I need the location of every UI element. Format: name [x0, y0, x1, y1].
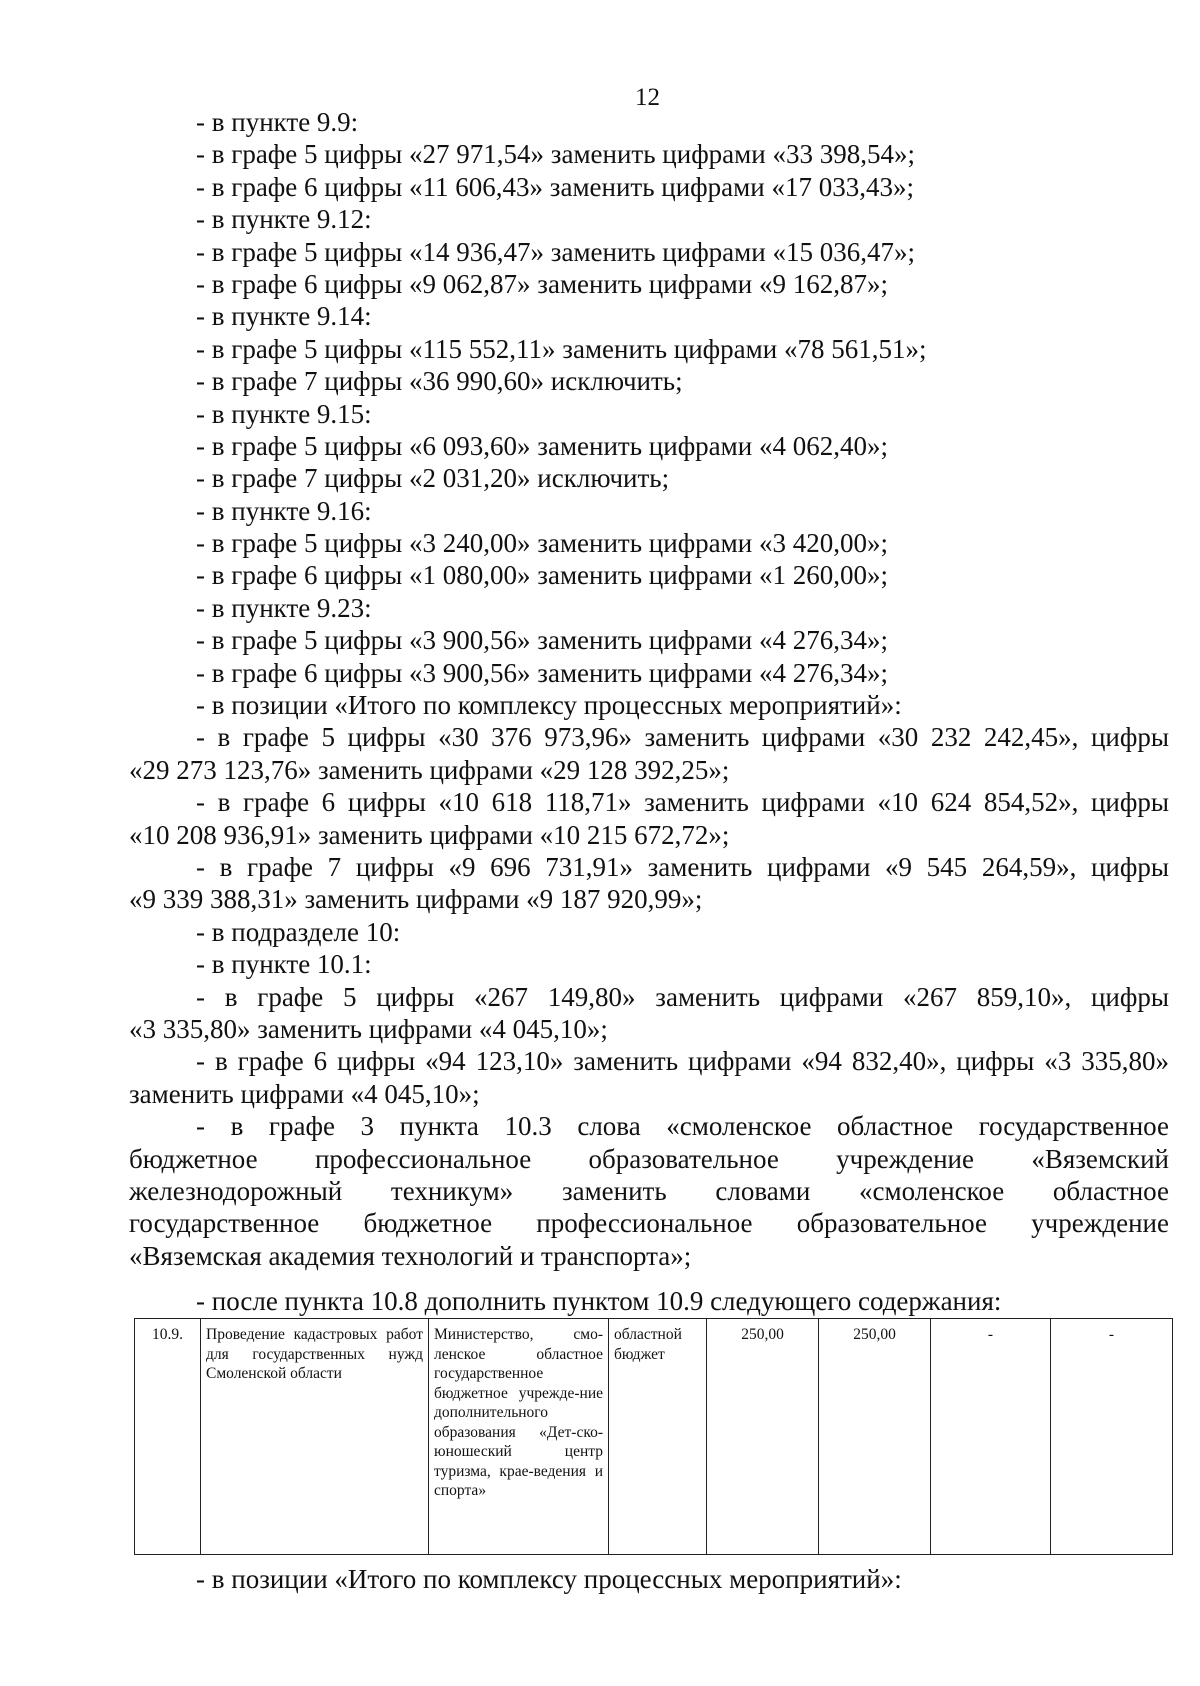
- paragraph-line: «10 208 936,91» заменить цифрами «10 215 672,72»;: [129, 819, 730, 850]
- list-item: - в графе 6 цифры «11 606,43» заменить цифрами «17 033,43»;: [196, 171, 914, 202]
- list-item: - в пункте 9.14:: [196, 301, 372, 332]
- paragraph-line: - в графе 6 цифры «94 123,10» заменить цифрами «94 832,40», цифры «3 335,80»: [196, 1046, 1169, 1077]
- list-item: - в пункте 9.23:: [196, 592, 372, 623]
- list-item: - в графе 6 цифры «9 062,87» заменить цифрами «9 162,87»;: [196, 268, 888, 299]
- paragraph-line: - в графе 5 цифры «30 376 973,96» заменить цифрами «30 232 242,45», цифры: [196, 722, 1169, 753]
- list-item: - в пункте 10.1:: [196, 949, 372, 980]
- list-item: - в позиции «Итого по комплексу процессных мероприятий»:: [196, 690, 902, 721]
- paragraph-line: железнодорожный техникум» заменить словами «смоленское областное: [129, 1175, 1169, 1206]
- list-item: - в графе 5 цифры «27 971,54» заменить цифрами «33 398,54»;: [196, 139, 915, 170]
- cell-number: 10.9.: [135, 1319, 201, 1555]
- paragraph-line: «29 273 123,76» заменить цифрами «29 128 392,25»;: [129, 754, 730, 785]
- list-item: - в пункте 9.16:: [196, 495, 372, 526]
- list-item: - в графе 5 цифры «3 240,00» заменить цифрами «3 420,00»;: [196, 528, 888, 559]
- amendment-table: [134, 1318, 1173, 1555]
- paragraph-line: «Вяземская академия технологий и транспорта»;: [129, 1240, 692, 1271]
- list-item: - в графе 5 цифры «14 936,47» заменить цифрами «15 036,47»;: [196, 236, 915, 267]
- table-row: [135, 1319, 1173, 1555]
- list-item: - в графе 5 цифры «6 093,60» заменить цифрами «4 062,40»;: [196, 430, 888, 461]
- list-item: - в графе 7 цифры «2 031,20» исключить;: [196, 463, 670, 494]
- paragraph-line: - в графе 5 цифры «267 149,80» заменить цифрами «267 859,10», цифры: [196, 981, 1169, 1012]
- cell-executor: Министерство, смо-ленское областное государственное бюджетное учрежде-ние дополнительного образования «Дет-ско-юношеский центр туризма, крае-ведения и спорта»: [429, 1319, 609, 1555]
- cell-name: Проведение кадастровых работ для государственных нужд Смоленской области: [201, 1319, 429, 1555]
- paragraph-line: «3 335,80» заменить цифрами «4 045,10»;: [129, 1013, 608, 1044]
- list-item: - в пункте 9.9:: [196, 107, 359, 137]
- final-instruction: - в позиции «Итого по комплексу процессных мероприятий»:: [196, 1564, 902, 1594]
- list-item: - в пункте 9.15:: [196, 398, 372, 429]
- paragraph-line: государственное бюджетное профессиональное образовательное учреждение: [129, 1208, 1169, 1239]
- list-item: - в графе 6 цифры «1 080,00» заменить цифрами «1 260,00»;: [196, 560, 888, 591]
- list-item: - в графе 5 цифры «3 900,56» заменить цифрами «4 276,34»;: [196, 625, 888, 656]
- paragraph-line: - в графе 6 цифры «10 618 118,71» заменить цифрами «10 624 854,52», цифры: [196, 787, 1169, 818]
- list-item: - в подразделе 10:: [196, 916, 401, 947]
- paragraph-line: - в графе 3 пункта 10.3 слова «смоленское областное государственное: [196, 1111, 1169, 1142]
- cell-total: 250,00: [707, 1319, 819, 1555]
- page-number: 12: [635, 84, 660, 111]
- amendment-list: [129, 106, 1169, 1272]
- list-item: - в графе 6 цифры «3 900,56» заменить цифрами «4 276,34»;: [196, 657, 888, 688]
- paragraph-line: бюджетное профессиональное образовательное учреждение «Вяземский: [129, 1143, 1169, 1174]
- cell-year2: -: [931, 1319, 1051, 1555]
- cell-year3: -: [1051, 1319, 1173, 1555]
- list-item: - в пункте 9.12:: [196, 204, 372, 235]
- list-item: - в графе 5 цифры «115 552,11» заменить цифрами «78 561,51»;: [196, 333, 927, 364]
- cell-source: областной бюджет: [609, 1319, 707, 1555]
- insert-instruction: - после пункта 10.8 дополнить пунктом 10.9 следующего содержания:: [196, 1286, 1002, 1316]
- list-item: - в графе 7 цифры «36 990,60» исключить;: [196, 366, 683, 397]
- cell-year1: 250,00: [819, 1319, 931, 1555]
- paragraph-line: - в графе 7 цифры «9 696 731,91» заменить цифрами «9 545 264,59», цифры: [196, 851, 1169, 882]
- paragraph-line: «9 339 388,31» заменить цифрами «9 187 920,99»;: [129, 884, 703, 915]
- paragraph-line: заменить цифрами «4 045,10»;: [129, 1078, 480, 1109]
